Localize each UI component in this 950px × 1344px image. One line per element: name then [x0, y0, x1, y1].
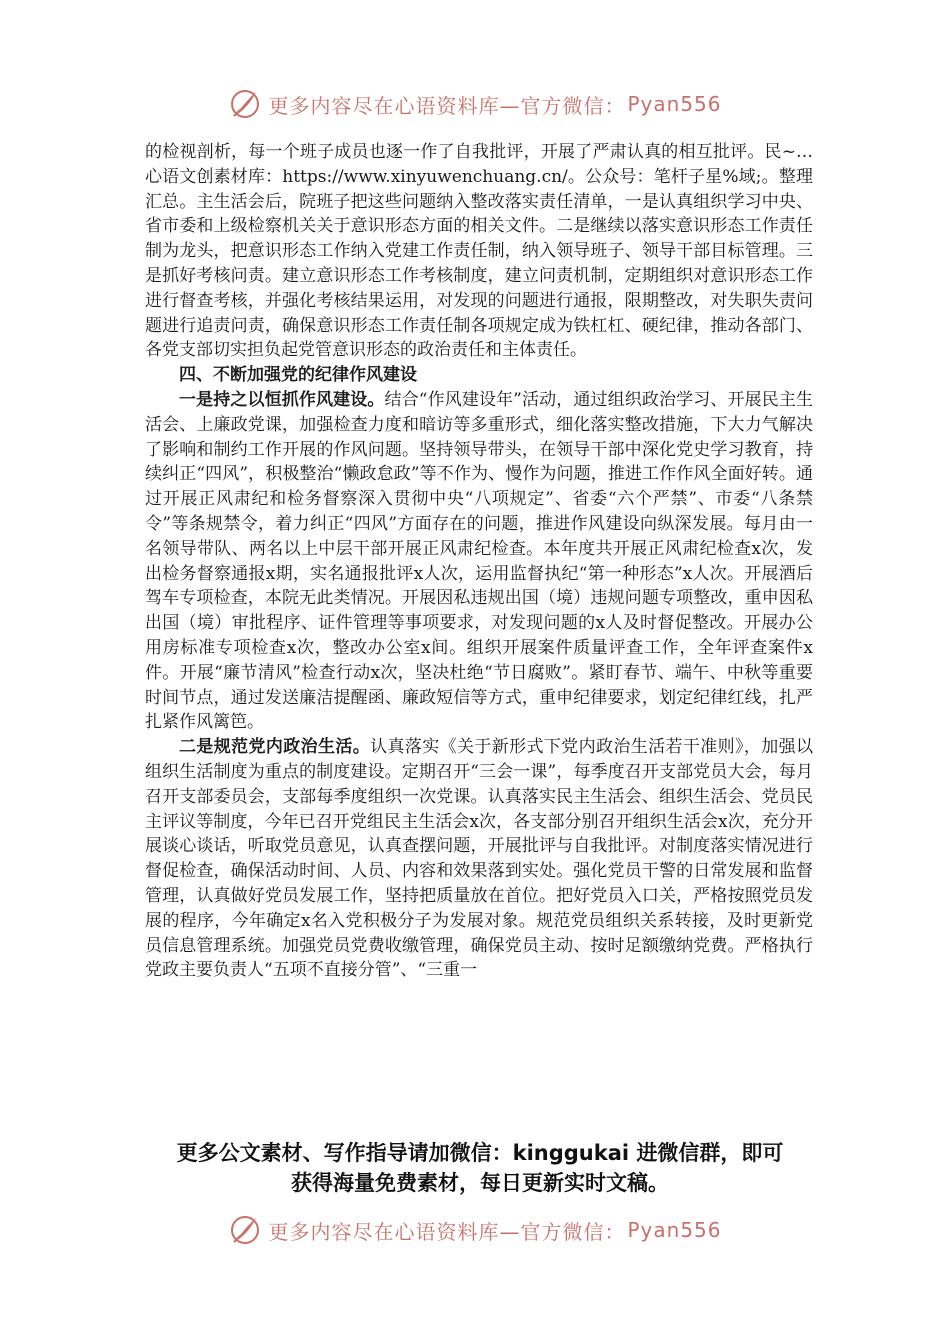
- ad-line-1: 更多公文素材、写作指导请加微信：kinggukai 进微信群，即可: [176, 1141, 784, 1165]
- paragraph-political-life-text: 认真落实《关于新形式下党内政治生活若干准则》，加强以组织生活制度为重点的制度建设。定期召开“三会一课”，每季度召开支部党员大会，每月召开支部委员会，支部每季度组织一次党课。认真落实民主生活会、组织生活会、党员民主评议等制度，今年已召开党组民主生活会x次，各支部分别召开组织生活会x次，充分开展谈心谈话，听取党员意见，认真查摆问题，开展批评与自我批评。对制度落实情况进行督促检查，确保活动时间、人员、内容和效果落到实处。强化党员干警的日常发展和监督管理，认真做好党员发展工作，坚持把质量放在首位。把好党员入口关，严格按照党员发展的程序，今年确定x名入党积极分子为发展对象。规范党员组织关系转接，及时更新党员信息管理系统。加强党员党费收缴管理，确保党员主动、按时足额缴纳党费。严格执行党政主要负责人“五项不直接分管”、“三重一: [145, 737, 813, 981]
- header-banner: [0, 84, 950, 124]
- section-heading: 四、不断加强党的纪律作风建设: [179, 365, 417, 386]
- document-body: [145, 140, 813, 983]
- intro-paragraph: 的检视剖析，每一个班子成员也逐一作了自我批评，开展了严肃认真的相互批评。民~…心语文创素材库：https://www.xinyuwenchuang.cn/。公众号：笔杆子星%域;。整理汇总。主生活会后，院班子把这些问题纳入整改落实责任清单，一是认真组织学习中央、省市委和上级检察机关关于意识形态方面的相关文件。二是继续以落实意识形态工作责任制为龙头，把意识形态工作纳入党建工作责任制，纳入领导班子、领导干部目标管理。三是抓好考核问责。建立意识形态工作考核制度，建立问责机制，定期组织对意识形态工作进行督查考核，并强化考核结果运用，对发现的问题进行通报，限期整改，对失职失责问题进行追责问责，确保意识形态工作责任制各项规定成为铁杠杠、硬纪律，推动各部门、各党支部切实担负起党管意识形态的政治责任和主体责任。: [145, 142, 813, 361]
- footer-banner: [0, 1210, 950, 1250]
- paragraph-work-style-lead: 一是持之以恒抓作风建设。: [179, 389, 385, 410]
- footer-banner-text: 更多内容尽在心语资料库—官方微信：: [268, 1219, 626, 1244]
- header-banner-text: 更多内容尽在心语资料库—官方微信：: [268, 93, 626, 118]
- footer-wechat-id: Pyan556: [627, 1218, 722, 1242]
- ad-line-2: 获得海量免费素材，每日更新实时文稿。: [291, 1171, 669, 1195]
- paragraph-work-style-text: 结合“作风建设年”活动，通过组织政治学习、开展民主生活会、上廉政党课，加强检查力度和暗访等多重形式，细化落实整改措施，下大力气解决了影响和制约工作开展的作风问题。坚持领导带头，在领导干部中深化党史学习教育，持续纠正“四风”，积极整治“懒政怠政”等不作为、慢作为问题，推进工作作风全面好转。通过开展正风肃纪和检务督察深入贯彻中央“八项规定”、省委“六个严禁”、市委“八条禁令”等条规禁令，着力纠正“四风”方面存在的问题，推进作风建设向纵深发展。每月由一名领导带队、两名以上中层干部开展正风肃纪检查。本年度共开展正风肃纪检查x次，发出检务督察通报x期，实名通报批评x人次，运用监督执纪“第一种形态”x人次。开展酒后驾车专项检查，本院无此类情况。开展因私违规出国（境）违规问题专项整改，重申因私出国（境）审批程序、证件管理等事项要求，对发现问题的x人及时督促整改。开展办公用房标准专项检查x次，整改办公室x间。组织开展案件质量评查工作，全年评查案件x件。开展“廉节清风”检查行动x次，坚决杜绝“节日腐败”。紧盯春节、端午、中秋等重要时间节点，通过发送廉洁提醒函、廉政短信等方式，重申纪律要求，划定纪律红线，扎严扎紧作风篱笆。: [145, 389, 813, 733]
- header-wechat-id: Pyan556: [627, 92, 722, 116]
- paragraph-political-life-lead: 二是规范党内政治生活。: [179, 737, 371, 758]
- brush-feather-logo-icon: [228, 87, 262, 121]
- paragraph-work-style: [145, 388, 813, 735]
- wechat-ad-block: [140, 1138, 820, 1198]
- brush-feather-logo-icon: [228, 1213, 262, 1247]
- paragraph-political-life: [145, 735, 813, 983]
